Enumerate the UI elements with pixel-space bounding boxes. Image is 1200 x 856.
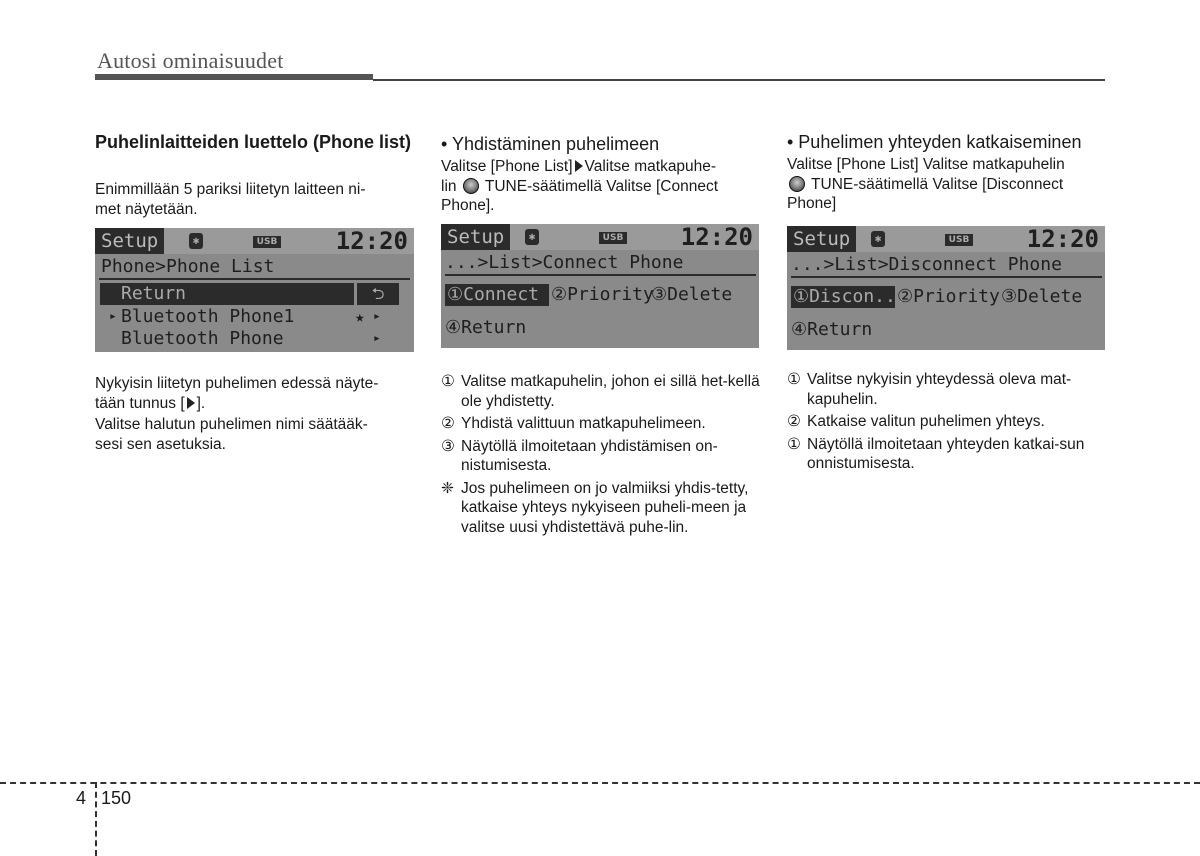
screen-clock: 12:20 [680, 224, 753, 251]
instr-part: TUNE-säätimellä Valitse [Connect [484, 177, 719, 195]
option-disconnect[interactable] [791, 286, 907, 308]
option-disconnect-label: ①Discon... [793, 286, 907, 307]
list-item [441, 479, 761, 538]
option-return[interactable]: ④Return [791, 319, 873, 340]
chevron-right-icon: ▸ [373, 309, 381, 324]
return-icon[interactable]: ⮌ [357, 283, 399, 305]
option-connect[interactable] [445, 284, 549, 306]
screen-divider [99, 278, 410, 280]
instr-part: lin [441, 177, 457, 195]
option-priority[interactable]: ②Priority [551, 284, 654, 305]
list-item [441, 437, 761, 476]
step-marker: ① [787, 371, 801, 388]
step-marker: ① [441, 373, 455, 390]
page-number: 150 [101, 788, 132, 808]
note-line-2-end: ]. [196, 394, 206, 412]
usb-icon: USB [945, 234, 973, 246]
usb-icon: USB [253, 236, 281, 248]
tune-knob-icon [789, 176, 805, 192]
option-return[interactable]: ④Return [445, 317, 527, 338]
step-text: Jos puhelimeen on jo valmiiksi yhdis-tetty, katkaise yhteys nykyiseen puheli-meen ja valitse uusi yhdistettävä puhe-lin. [461, 479, 749, 536]
screen-disconnect-phone [787, 226, 1105, 350]
step-text: Valitse matkapuhelin, johon ei sillä het-kellä ole yhdistetty. [461, 373, 760, 410]
header-rule-thick [95, 74, 373, 80]
instr-line-2 [787, 175, 1107, 195]
instr-line-3: Phone] [787, 195, 837, 212]
screen-breadcrumb: ...>List>Connect Phone [445, 252, 684, 273]
step-text: Valitse nykyisin yhteydessä oleva mat-kapuhelin. [807, 371, 1072, 408]
list-item [787, 435, 1107, 474]
step-marker: ① [787, 435, 801, 453]
intro-line-1: Enimmillään 5 pariksi liitetyn laitteen ni- [95, 181, 366, 198]
instruction-connect [441, 157, 761, 216]
tune-knob-icon [463, 178, 479, 194]
menu-item-return[interactable] [100, 283, 354, 305]
bluetooth-icon: ✱ [525, 229, 539, 245]
list-item [787, 370, 1107, 409]
screen-breadcrumb: Phone>Phone List [101, 256, 275, 277]
note2-line-1: Valitse halutun puhelimen nimi säätääk- [95, 416, 368, 433]
bluetooth-icon: ✱ [189, 233, 203, 249]
menu-item-return-label: Return [121, 283, 187, 304]
selected-row-marker-icon: ▸ [109, 309, 117, 324]
note-line-2-start: tään tunnus [ [95, 394, 185, 412]
instr-line-3: Phone]. [441, 197, 495, 214]
note-line-1: Nykyisin liitetyn puhelimen edessä näyte- [95, 375, 379, 392]
list-item [441, 414, 761, 434]
step-text: Katkaise valitun puhelimen yhteys. [807, 413, 1045, 430]
triangle-marker-icon [187, 397, 195, 409]
step-text: Yhdistä valittuun matkapuhelimeen. [461, 415, 706, 432]
intro-text [95, 180, 415, 219]
running-header: Autosi ominaisuudet [97, 48, 284, 73]
footer-dashed-rule [0, 782, 1200, 784]
header-rule-thin [373, 79, 1105, 81]
list-item [787, 412, 1107, 432]
note-text-1 [95, 374, 415, 413]
bluetooth-icon: ✱ [871, 231, 885, 247]
menu-item-bluetooth-phone1[interactable]: Bluetooth Phone1 [121, 306, 295, 327]
screen-connect-phone [441, 224, 759, 348]
screen-clock: 12:20 [335, 228, 408, 255]
screen-setup-label: Setup [95, 228, 164, 254]
instr-part: TUNE-säätimellä Valitse [Disconnect [811, 175, 1064, 193]
step-marker: ② [787, 413, 801, 430]
screen-clock: 12:20 [1026, 226, 1099, 253]
option-delete[interactable]: ③Delete [1001, 286, 1083, 307]
screen-setup-label: Setup [787, 226, 856, 252]
star-icon: ★ [355, 307, 365, 326]
intro-line-2: met näytetään. [95, 200, 198, 218]
screen-setup-label: Setup [441, 224, 510, 250]
step-text: Näytöllä ilmoitetaan yhdistämisen on-nistumisesta. [461, 437, 718, 474]
note-text-2 [95, 415, 415, 454]
note2-line-2: sesi sen asetuksia. [95, 435, 226, 453]
triangle-marker-icon [575, 160, 583, 172]
option-connect-label: ①Connect [447, 284, 539, 305]
list-item [441, 372, 761, 411]
footer-dashed-divider [95, 782, 97, 856]
steps-disconnect [787, 370, 1107, 477]
note-marker: ❈ [441, 479, 454, 497]
step-marker: ② [441, 415, 455, 432]
step-marker: ③ [441, 437, 455, 455]
instr-line-1 [441, 157, 761, 177]
instruction-disconnect [787, 155, 1107, 214]
screen-divider [791, 276, 1102, 278]
instr-part: Valitse [Phone List] [441, 158, 573, 175]
instr-part: Valitse matkapuhe- [584, 158, 717, 175]
screen-divider [445, 274, 756, 276]
chevron-right-icon: ▸ [373, 331, 381, 346]
chapter-number: 4 [76, 788, 87, 808]
screen-breadcrumb: ...>List>Disconnect Phone [791, 254, 1062, 275]
option-priority[interactable]: ②Priority [897, 286, 1000, 307]
menu-item-bluetooth-phone[interactable]: Bluetooth Phone [121, 328, 284, 349]
usb-icon: USB [599, 232, 627, 244]
instr-line-1: Valitse [Phone List] Valitse matkapuhelin [787, 156, 1065, 173]
section-bullet-connect: • Yhdistäminen puhelimeen [441, 134, 660, 154]
section-title: Puhelinlaitteiden luettelo (Phone list) [95, 132, 412, 152]
step-text: Näytöllä ilmoitetaan yhteyden katkai-sun onnistumisesta. [807, 435, 1085, 472]
note-line-2 [95, 394, 415, 414]
option-delete[interactable]: ③Delete [651, 284, 733, 305]
screen-phone-list [95, 228, 414, 352]
section-bullet-disconnect: • Puhelimen yhteyden katkaiseminen [787, 132, 1082, 152]
instr-line-2 [441, 177, 761, 197]
steps-connect [441, 372, 761, 540]
